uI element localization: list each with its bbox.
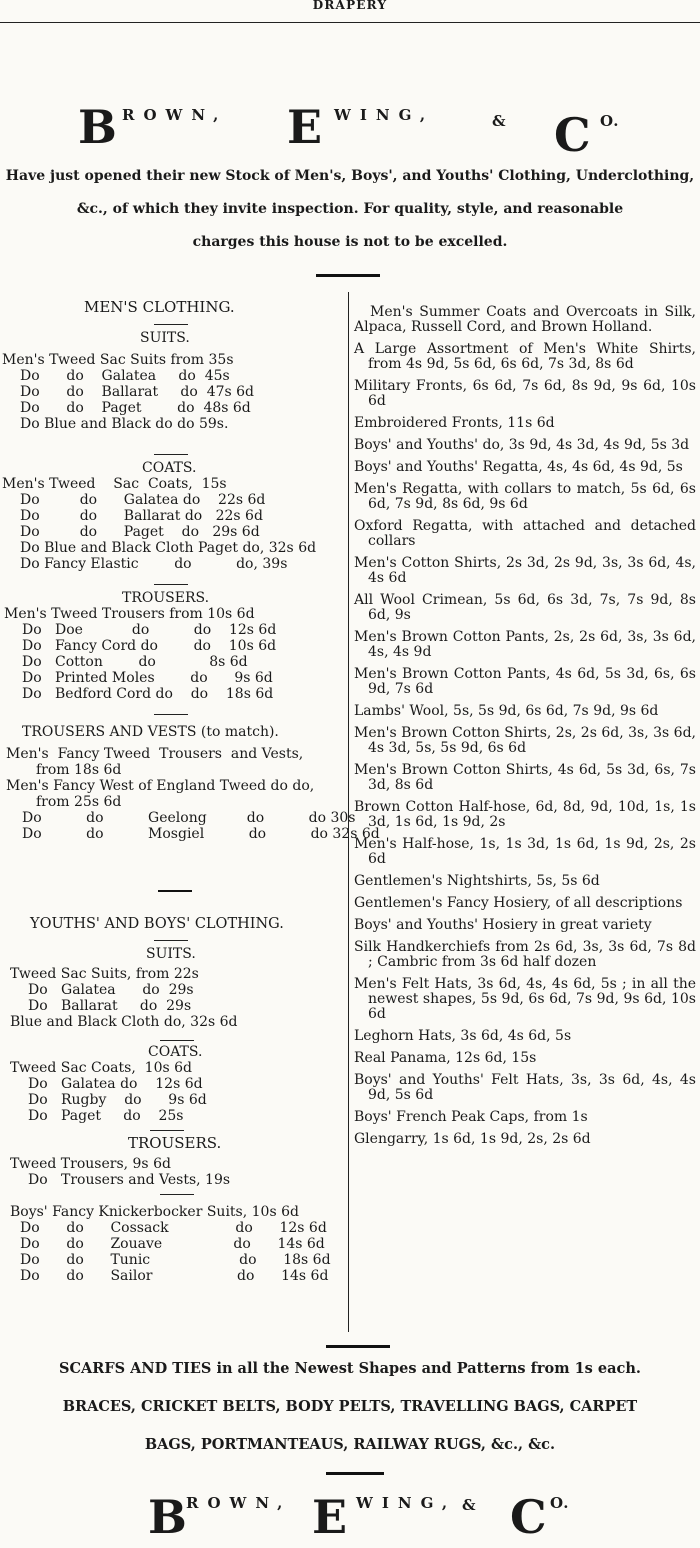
section-rule — [316, 274, 380, 277]
price-line: Do do Mosgiel do do 32s 6d — [22, 826, 380, 842]
list-item: All Wool Crimean, 5s 6d, 6s 3d, 7s, 7s 9d, 8s 6d, 9s — [354, 592, 696, 623]
list-item: Men's Brown Cotton Shirts, 4s 6d, 5s 3d, 6s, 7s 3d, 8s 6d — [354, 762, 696, 793]
mens-clothing-heading: MEN'S CLOTHING. — [84, 298, 235, 316]
firm-initial-e: E — [312, 1490, 348, 1544]
youths-boys-heading: YOUTHS' AND BOYS' CLOTHING. — [30, 916, 284, 932]
price-line: Do Doe do do 12s 6d — [22, 622, 277, 638]
price-line: Men's Tweed Trousers from 10s 6d — [4, 606, 255, 622]
firm-word-ewing: WING, — [334, 106, 435, 124]
intro-line: charges this house is not to be excelled. — [192, 234, 508, 250]
list-item: Men's Summer Coats and Overcoats in Silk, Alpaca, Russell Cord, and Brown Holland. — [354, 304, 696, 335]
footer-line: BRACES, CRICKET BELTS, BODY PELTS, TRAVELLING BAGS, CARPET — [62, 1398, 638, 1415]
short-rule — [154, 324, 188, 325]
youths-trousers-heading: TROUSERS. — [128, 1134, 222, 1152]
right-column — [354, 305, 696, 1154]
trousers-vests-heading: TROUSERS AND VESTS (to match). — [22, 724, 279, 740]
firm-name-top — [0, 98, 700, 162]
price-line: Men's Fancy Tweed Trousers and Vests, — [6, 746, 304, 762]
price-line: Do Fancy Cord do do 10s 6d — [22, 638, 277, 654]
firm-initial-b: B — [148, 1490, 187, 1544]
list-item: Boys' French Peak Caps, from 1s — [354, 1109, 588, 1125]
price-line: Men's Tweed Sac Suits from 35s — [2, 352, 234, 368]
intro-text — [0, 160, 700, 259]
short-rule — [154, 454, 188, 455]
list-item: Boys' and Youths' Felt Hats, 3s, 3s 6d, 4s, 4s 9d, 5s 6d — [354, 1072, 696, 1103]
price-line: from 25s 6d — [36, 794, 122, 810]
price-line: Tweed Sac Suits, from 22s — [10, 966, 199, 982]
list-item: Gentlemen's Nightshirts, 5s, 5s 6d — [354, 873, 600, 889]
firm-initial-c: C — [510, 1490, 547, 1544]
price-line: Tweed Trousers, 9s 6d — [10, 1156, 171, 1172]
section-rule — [158, 890, 192, 892]
column-divider — [348, 292, 349, 1332]
firm-ampersand: & — [492, 112, 506, 130]
section-rule — [326, 1472, 384, 1475]
price-line: Do Blue and Black Cloth Paget do, 32s 6d — [20, 540, 317, 556]
price-line: Men's Tweed Sac Coats, 15s — [2, 476, 227, 492]
price-line: Do do Paget do 29s 6d — [20, 524, 260, 540]
list-item: Men's Brown Cotton Shirts, 2s, 2s 6d, 3s, 3s 6d, 4s 3d, 5s, 5s 9d, 6s 6d — [354, 725, 696, 756]
price-line: Do Fancy Elastic do do, 39s — [20, 556, 288, 572]
list-item: A Large Assortment of Men's White Shirts, from 4s 9d, 5s 6d, 6s 6d, 7s 3d, 8s 6d — [354, 341, 696, 372]
suits-heading: SUITS. — [140, 330, 190, 346]
youths-coats-heading: COATS. — [148, 1044, 203, 1060]
price-line: Do Blue and Black do do 59s. — [20, 416, 229, 432]
list-item: Boys' and Youths' Hosiery in great variety — [354, 917, 652, 933]
footer-line: SCARFS AND TIES in all the Newest Shapes and Patterns from 1s each. — [59, 1360, 641, 1377]
list-item: Real Panama, 12s 6d, 15s — [354, 1050, 537, 1066]
list-item: Oxford Regatta, with attached and detached collars — [354, 518, 696, 549]
firm-name-bottom — [0, 1488, 700, 1548]
price-line: Boys' Fancy Knickerbocker Suits, 10s 6d — [10, 1204, 299, 1220]
firm-word-ewing: WING, — [356, 1494, 457, 1512]
firm-initial-e: E — [287, 100, 323, 154]
list-item: Men's Felt Hats, 3s 6d, 4s, 4s 6d, 5s ; in all the newest shapes, 5s 9d, 6s 6d, 7s 9d, 9s 6d, 10s 6d — [354, 976, 696, 1022]
short-rule — [154, 714, 188, 715]
header-rule — [0, 22, 700, 23]
list-item: Men's Cotton Shirts, 2s 3d, 2s 9d, 3s, 3s 6d, 4s, 4s 6d — [354, 555, 696, 586]
price-line: Do do Ballarat do 22s 6d — [20, 508, 263, 524]
short-rule — [160, 1040, 194, 1041]
price-line: Do Paget do 25s — [28, 1108, 184, 1124]
list-item: Men's Brown Cotton Pants, 2s, 2s 6d, 3s, 3s 6d, 4s, 4s 9d — [354, 629, 696, 660]
list-item: Brown Cotton Half-hose, 6d, 8d, 9d, 10d, 1s, 1s 3d, 1s 6d, 1s 9d, 2s — [354, 799, 696, 830]
youths-suits-heading: SUITS. — [146, 946, 196, 962]
list-item: Men's Brown Cotton Pants, 4s 6d, 5s 3d, 6s, 6s 9d, 7s 6d — [354, 666, 696, 697]
price-line: Tweed Sac Coats, 10s 6d — [10, 1060, 192, 1076]
price-line: Do Ballarat do 29s — [28, 998, 192, 1014]
price-line: Do Printed Moles do 9s 6d — [22, 670, 273, 686]
firm-initial-c: C — [554, 108, 591, 162]
price-line: Do do Ballarat do 47s 6d — [20, 384, 255, 400]
firm-word-brown: ROWN, — [186, 1494, 292, 1512]
list-item: Boys' and Youths' Regatta, 4s, 4s 6d, 4s 9d, 5s — [354, 459, 683, 475]
price-line: Do Trousers and Vests, 19s — [28, 1172, 231, 1188]
firm-word-brown: ROWN, — [122, 106, 228, 124]
price-line: Do do Geelong do do 30s — [22, 810, 356, 826]
price-line: Do Galatea do 12s 6d — [28, 1076, 203, 1092]
short-rule — [160, 1194, 194, 1195]
firm-word-co: O. — [550, 1494, 570, 1512]
list-item: Lambs' Wool, 5s, 5s 9d, 6s 6d, 7s 9d, 9s 6d — [354, 703, 659, 719]
price-line: Do Rugby do 9s 6d — [28, 1092, 207, 1108]
firm-initial-b: B — [78, 100, 117, 154]
section-label: DRAPERY — [312, 0, 388, 12]
list-item: Men's Regatta, with collars to match, 5s 6d, 6s 6d, 7s 9d, 8s 6d, 9s 6d — [354, 481, 696, 512]
list-item: Leghorn Hats, 3s 6d, 4s 6d, 5s — [354, 1028, 572, 1044]
price-line: Men's Fancy West of England Tweed do do, — [6, 778, 315, 794]
price-line: Do do Cossack do 12s 6d — [20, 1220, 327, 1236]
price-line: Do Galatea do 29s — [28, 982, 194, 998]
intro-line: Have just opened their new Stock of Men's, Boys', and Youths' Clothing, Underclothing, — [5, 168, 695, 184]
price-line: Do do Galatea do 22s 6d — [20, 492, 266, 508]
short-rule — [154, 940, 188, 941]
trousers-heading: TROUSERS. — [122, 590, 210, 606]
short-rule — [150, 1130, 184, 1131]
coats-heading: COATS. — [142, 460, 197, 476]
intro-line: &c., of which they invite inspection. For quality, style, and reasonable — [76, 201, 624, 217]
section-rule — [326, 1345, 390, 1348]
list-item: Embroidered Fronts, 11s 6d — [354, 415, 555, 431]
list-item: Military Fronts, 6s 6d, 7s 6d, 8s 9d, 9s 6d, 10s 6d — [354, 378, 696, 409]
short-rule — [154, 584, 188, 585]
firm-word-co: O. — [600, 112, 620, 130]
list-item: Glengarry, 1s 6d, 1s 9d, 2s, 2s 6d — [354, 1131, 591, 1147]
price-line: Blue and Black Cloth do, 32s 6d — [10, 1014, 238, 1030]
price-line: Do do Sailor do 14s 6d — [20, 1268, 329, 1284]
footer-line: BAGS, PORTMANTEAUS, RAILWAY RUGS, &c., &c. — [144, 1436, 556, 1453]
price-line: Do do Tunic do 18s 6d — [20, 1252, 331, 1268]
list-item: Gentlemen's Fancy Hosiery, of all descriptions — [354, 895, 683, 911]
price-line: Do do Paget do 48s 6d — [20, 400, 251, 416]
list-item: Men's Half-hose, 1s, 1s 3d, 1s 6d, 1s 9d, 2s, 2s 6d — [354, 836, 696, 867]
footer-text — [0, 1350, 700, 1464]
price-line: Do Cotton do 8s 6d — [22, 654, 248, 670]
price-line: Do Bedford Cord do do 18s 6d — [22, 686, 274, 702]
firm-ampersand: & — [462, 1496, 476, 1514]
price-line: Do do Galatea do 45s — [20, 368, 230, 384]
price-line: from 18s 6d — [36, 762, 122, 778]
list-item: Boys' and Youths' do, 3s 9d, 4s 3d, 4s 9d, 5s 3d — [354, 437, 690, 453]
list-item: Silk Handkerchiefs from 2s 6d, 3s, 3s 6d, 7s 8d ; Cambric from 3s 6d half dozen — [354, 939, 696, 970]
price-line: Do do Zouave do 14s 6d — [20, 1236, 325, 1252]
